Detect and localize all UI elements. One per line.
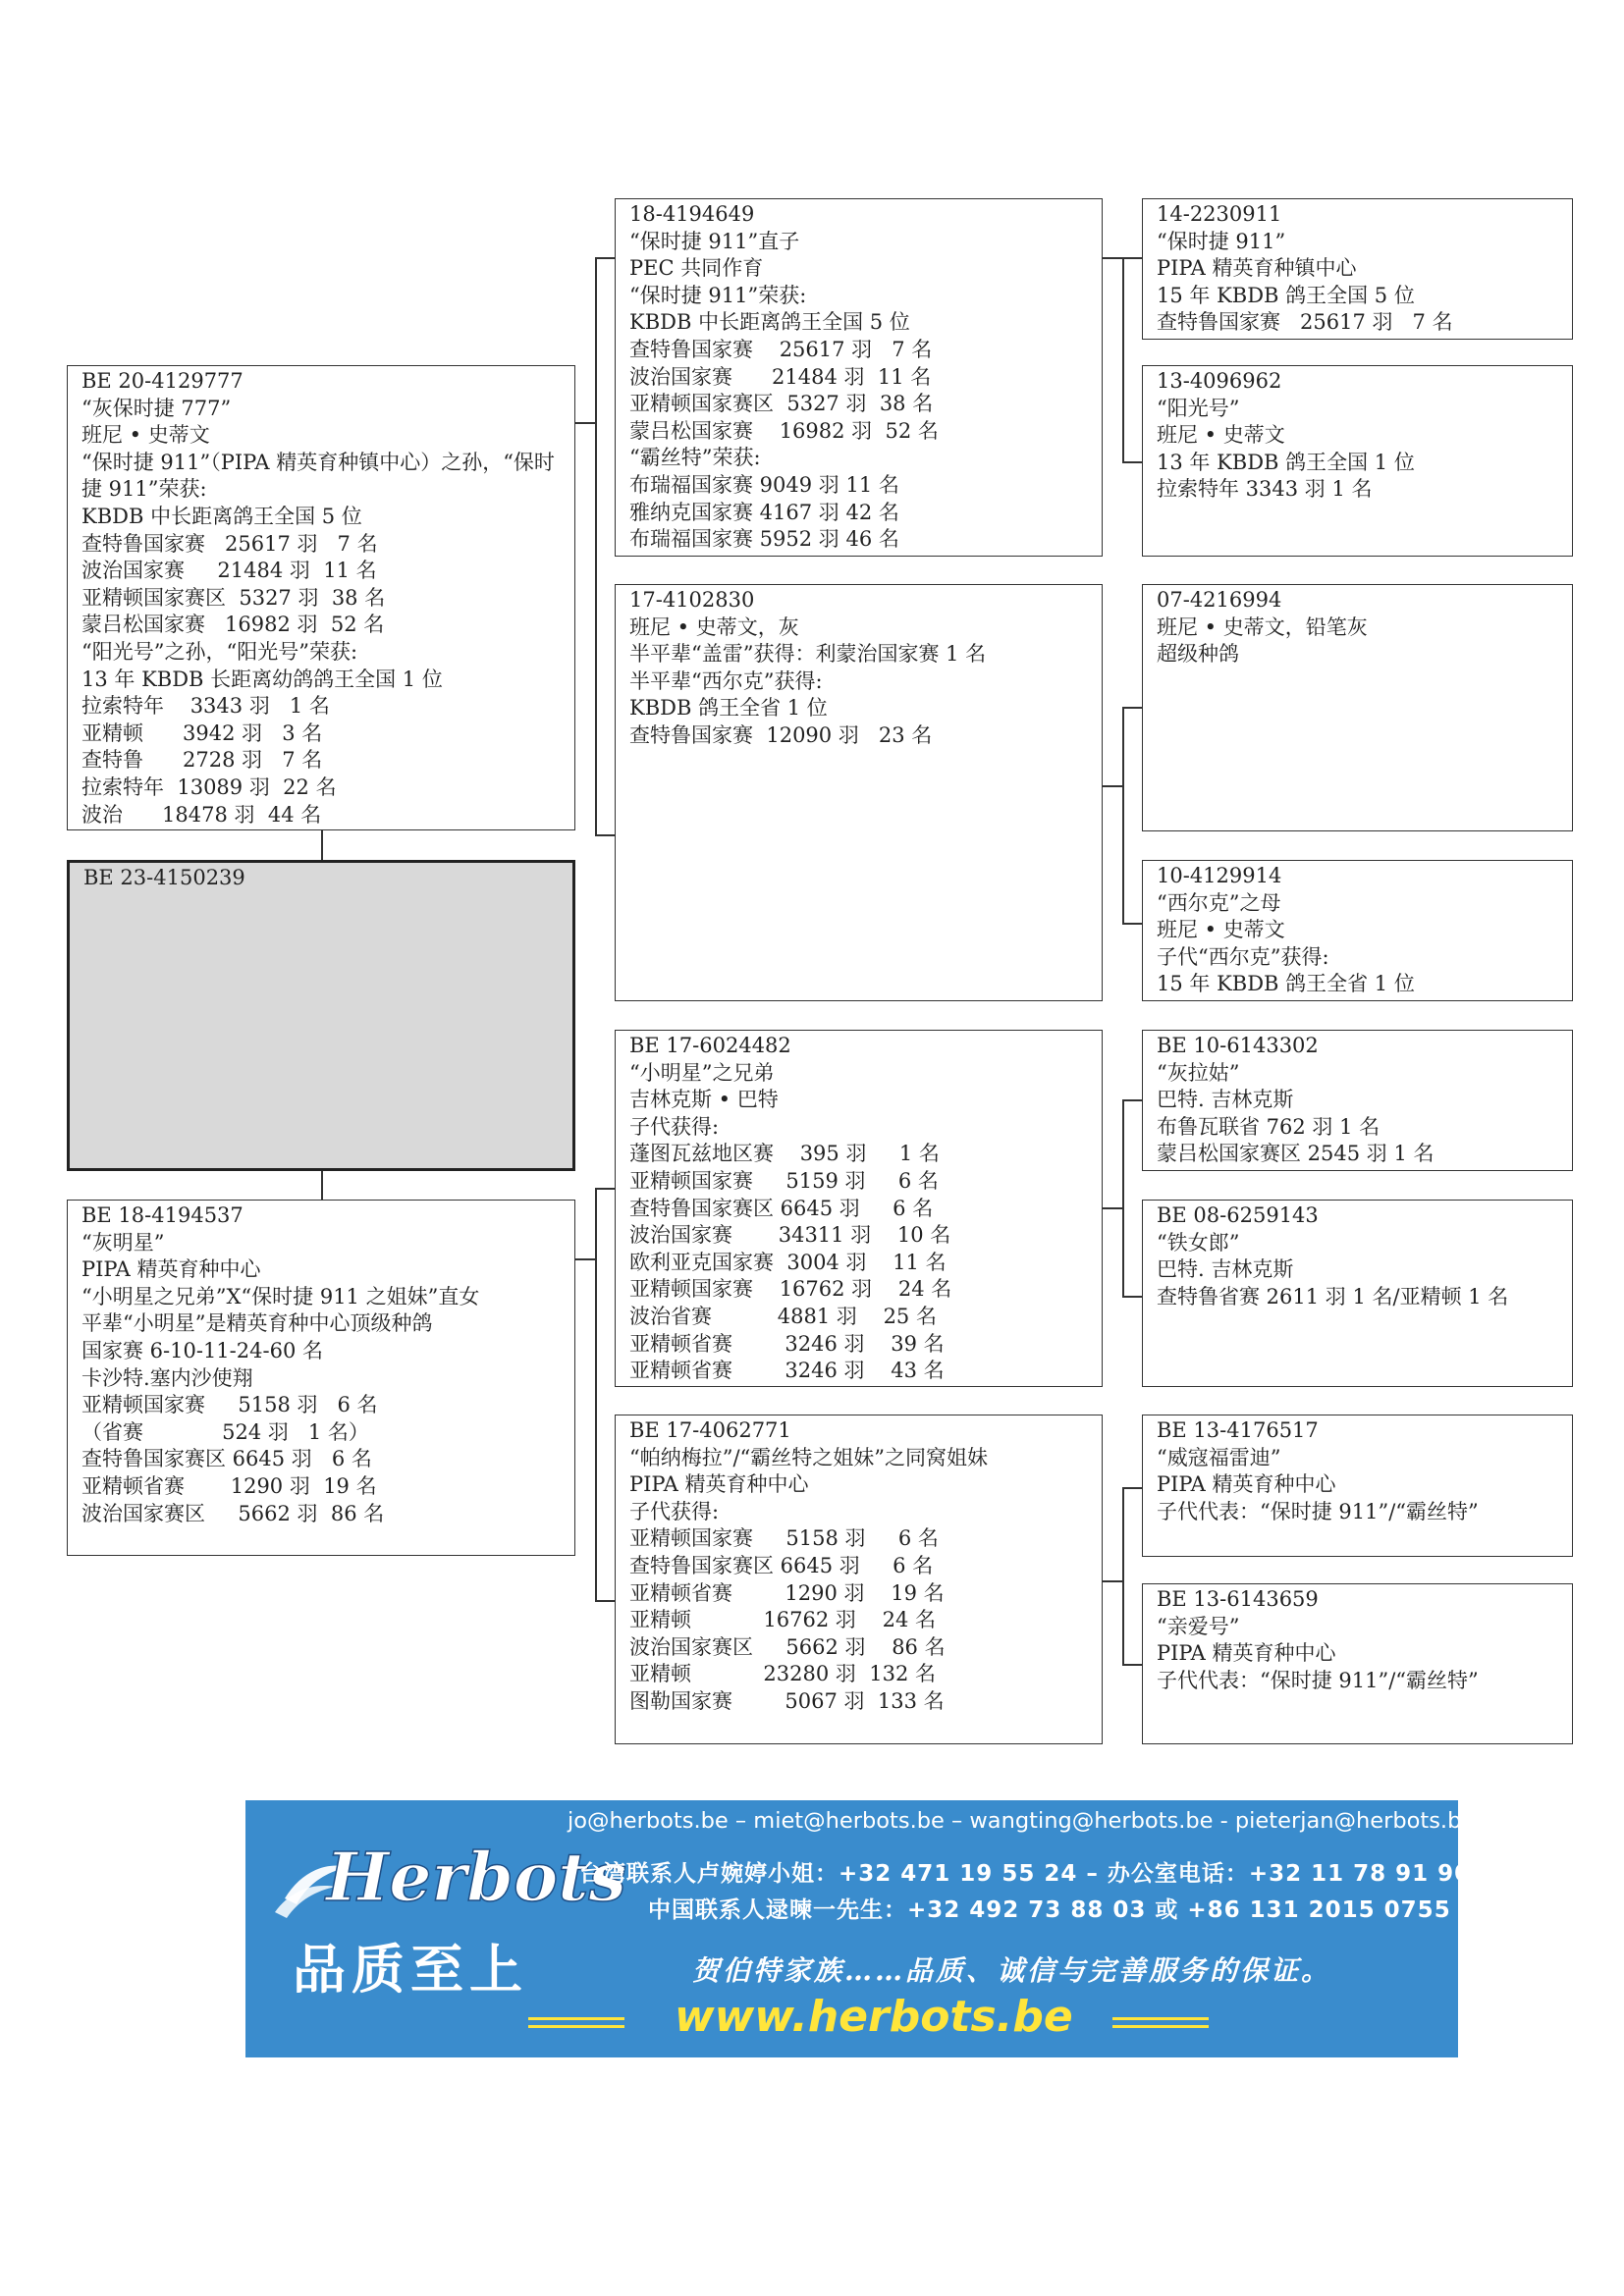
pedigree-line: 雅纳克国家赛 4167 羽 42 名 — [629, 500, 899, 524]
pedigree-line: 亚精顿省赛 1290 羽 19 名 — [81, 1473, 377, 1498]
subject-box — [67, 860, 575, 1171]
connector-line — [575, 422, 595, 424]
pedigree-line: “帕纳梅拉”/“霸丝特之姐妹”之同窝姐妹 — [629, 1445, 989, 1469]
sss-box — [1142, 198, 1573, 340]
connector-line — [1122, 707, 1142, 709]
pedigree-line: 布瑞福国家赛 5952 羽 46 名 — [629, 527, 899, 552]
pedigree-line: PIPA 精英育种镇中心 — [1157, 256, 1357, 281]
pedigree-line: 15 年 KBDB 鸽王全省 1 位 — [1157, 972, 1415, 996]
connector-line — [1103, 785, 1122, 787]
pedigree-line: 班尼 • 史蒂文 — [1157, 918, 1285, 942]
pedigree-line: “保时捷 911”直子 — [629, 229, 800, 253]
connector-line — [1122, 1664, 1142, 1666]
pedigree-line: “威寇福雷迪” — [1157, 1445, 1281, 1469]
pedigree-line: “保时捷 911”荣获: — [629, 283, 807, 307]
ddd-box — [1142, 1583, 1573, 1744]
pedigree-line: 亚精顿国家赛 5158 羽 6 名 — [629, 1526, 939, 1551]
ring-number: BE 08-6259143 — [1157, 1203, 1319, 1227]
connector-line — [1122, 461, 1142, 463]
pedigree-line: “灰保时捷 777” — [81, 396, 232, 420]
ring-number: 18-4194649 — [629, 202, 755, 226]
pedigree-line: 吉林克斯 • 巴特 — [629, 1088, 779, 1112]
pedigree-line: “保时捷 911” — [1157, 229, 1286, 253]
pedigree-line: 查特鲁国家赛区 6645 羽 6 名 — [629, 1553, 934, 1577]
ring-number: BE 13-6143659 — [1157, 1587, 1319, 1611]
dam-sire-box — [615, 1030, 1103, 1387]
pedigree-line: “亲爱号” — [1157, 1614, 1240, 1638]
sire-sire-box — [615, 198, 1103, 557]
connector-line — [321, 830, 323, 860]
ring-number: 10-4129914 — [1157, 864, 1282, 887]
connector-line — [1122, 257, 1124, 461]
pedigree-line: 查特鲁国家赛区 6645 羽 6 名 — [81, 1447, 372, 1471]
taiwan-contact: 台湾联系人卢婉婷小姐：+32 471 19 55 24 – 办公室电话：+32 11 78 91 90 — [579, 1861, 1472, 1887]
pedigree-line: “小明星之兄弟”X“保时捷 911 之姐妹”直女 — [81, 1284, 480, 1308]
sds-box — [1142, 584, 1573, 831]
tagline: 贺伯特家族……品质、诚信与完善服务的保证。 — [692, 1954, 1332, 1987]
pedigree-line: 拉索特年 13089 羽 22 名 — [81, 774, 337, 799]
svg-text:Herbots: Herbots — [326, 1839, 626, 1917]
pedigree-line: 波治国家赛 21484 羽 11 名 — [629, 364, 932, 389]
pedigree-line: 亚精顿国家赛区 5327 羽 38 名 — [81, 585, 386, 610]
connector-line — [1103, 1207, 1122, 1209]
connector-line — [1122, 1296, 1142, 1298]
pedigree-line: 图勒国家赛 5067 羽 133 名 — [629, 1688, 945, 1713]
pedigree-line: 查特鲁省赛 2611 羽 1 名/亚精顿 1 名 — [1157, 1284, 1509, 1308]
email-list[interactable]: jo@herbots.be – miet@herbots.be – wangting@herbots.be - pieterjan@herbots.be — [568, 1808, 1476, 1834]
connector-line — [595, 1188, 597, 1600]
connector-line — [1103, 257, 1122, 259]
pedigree-line: “小明星”之兄弟 — [629, 1060, 775, 1085]
pedigree-line: “西尔克”之母 — [1157, 890, 1281, 915]
ring-number: BE 17-6024482 — [629, 1034, 791, 1057]
pedigree-line: 波治国家赛 21484 羽 11 名 — [81, 559, 377, 583]
pedigree-line: 波治国家赛 34311 羽 10 名 — [629, 1223, 951, 1248]
pedigree-line: 班尼 • 史蒂文，灰 — [629, 614, 799, 639]
pedigree-line: 半平辈“西尔克”获得: — [629, 668, 823, 693]
pedigree-line: PIPA 精英育种中心 — [81, 1257, 261, 1282]
pedigree-line: “铁女郎” — [1157, 1230, 1240, 1255]
connector-line — [1122, 1099, 1142, 1101]
pedigree-line: 查特鲁国家赛 25617 羽 7 名 — [81, 531, 378, 556]
connector-line — [575, 1258, 595, 1260]
sire-box — [67, 365, 575, 830]
pedigree-line: 亚精顿国家赛 5159 羽 6 名 — [629, 1168, 939, 1193]
pedigree-line: KBDB 中长距离鸽王全国 5 位 — [81, 504, 362, 528]
dss-box — [1142, 1030, 1573, 1171]
pedigree-line: 班尼 • 史蒂文 — [1157, 423, 1285, 448]
pedigree-line: 亚精顿省赛 1290 羽 19 名 — [629, 1580, 945, 1605]
pedigree-line: “灰明星” — [81, 1230, 165, 1255]
pedigree-line: 13 年 KBDB 鸽王全国 1 位 — [1157, 450, 1415, 474]
pedigree-line: 拉索特年 3343 羽 1 名 — [1157, 477, 1373, 502]
pedigree-line: 卡沙特.塞内沙使翔 — [81, 1365, 253, 1390]
pedigree-line: 拉索特年 3343 羽 1 名 — [81, 694, 330, 719]
connector-line — [595, 1188, 615, 1190]
ring-number: 07-4216994 — [1157, 588, 1282, 612]
ring-number: BE 10-6143302 — [1157, 1034, 1319, 1057]
pedigree-line: 巴特. 吉林克斯 — [1157, 1257, 1294, 1282]
ring-number: 17-4102830 — [629, 588, 755, 612]
connector-line — [595, 257, 597, 834]
dam-box — [67, 1200, 575, 1556]
pedigree-line: 查特鲁国家赛 12090 羽 23 名 — [629, 722, 933, 747]
pedigree-line: “阳光号”之孙，“阳光号”荣获: — [81, 639, 358, 664]
pedigree-line: 亚精顿国家赛 16762 羽 24 名 — [629, 1277, 952, 1302]
pedigree-line: 亚精顿国家赛区 5327 羽 38 名 — [629, 392, 934, 416]
connector-line — [1122, 1487, 1142, 1489]
ring-number: BE 20-4129777 — [81, 369, 244, 393]
pedigree-line: 布瑞福国家赛 9049 羽 11 名 — [629, 472, 899, 497]
pedigree-line: 子代“西尔克”获得: — [1157, 944, 1329, 969]
pedigree-line: PIPA 精英育种中心 — [1157, 1472, 1336, 1497]
pedigree-line: 蒙吕松国家赛 16982 羽 52 名 — [629, 418, 939, 443]
china-contact: 中国联系人逯暕一先生：+32 492 73 88 03 或 +86 131 2015 0755 — [648, 1897, 1451, 1923]
dds-box — [1142, 1415, 1573, 1557]
pedigree-line: 布鲁瓦联省 762 羽 1 名 — [1157, 1114, 1380, 1139]
connector-line — [1122, 923, 1142, 925]
pedigree-line: 超级种鸽 — [1157, 642, 1239, 667]
pedigree-line: 班尼 • 史蒂文，铅笔灰 — [1157, 614, 1368, 639]
pedigree-line: 亚精顿 23280 羽 132 名 — [629, 1662, 937, 1686]
pedigree-line: 班尼 • 史蒂文 — [81, 423, 210, 448]
ring-number: 13-4096962 — [1157, 369, 1282, 393]
pedigree-line: 亚精顿 3942 羽 3 名 — [81, 721, 323, 745]
pedigree-line: 子代代表：“保时捷 911”/“霸丝特” — [1157, 1668, 1479, 1692]
pedigree-line: 波治国家赛区 5662 羽 86 名 — [629, 1634, 946, 1659]
connector-line — [595, 257, 615, 259]
dam-dam-box — [615, 1415, 1103, 1744]
pedigree-line: PIPA 精英育种中心 — [1157, 1641, 1336, 1666]
pedigree-line: 查特鲁国家赛区 6645 羽 6 名 — [629, 1196, 934, 1220]
ring-number: BE 17-4062771 — [629, 1418, 791, 1442]
pedigree-line: 子代代表：“保时捷 911”/“霸丝特” — [1157, 1499, 1479, 1523]
pedigree-line: 蒙吕松国家赛 16982 羽 52 名 — [81, 613, 385, 637]
pedigree-line: 13 年 KBDB 长距离幼鸽鸽王全国 1 位 — [81, 667, 443, 691]
pedigree-line: 波治国家赛区 5662 羽 86 名 — [81, 1501, 385, 1525]
ring-number: 14-2230911 — [1157, 202, 1282, 226]
sdd-box — [1142, 860, 1573, 1001]
pedigree-line: （省赛 524 羽 1 名） — [81, 1419, 369, 1444]
connector-line — [595, 1600, 615, 1602]
pedigree-line: 查特鲁国家赛 25617 羽 7 名 — [1157, 310, 1453, 335]
connector-line — [1122, 707, 1124, 923]
pedigree-line: 查特鲁 2728 羽 7 名 — [81, 748, 323, 773]
ring-number: BE 23-4150239 — [83, 866, 245, 889]
contact-banner — [245, 1800, 1476, 2057]
pedigree-line: 巴特. 吉林克斯 — [1157, 1088, 1294, 1112]
pedigree-line: KBDB 鸽王全省 1 位 — [629, 696, 828, 721]
slogan-text: 品质至上 — [293, 1938, 528, 2001]
pedigree-line: 蒙吕松国家赛区 2545 羽 1 名 — [1157, 1142, 1435, 1166]
ssd-box — [1142, 365, 1573, 557]
pedigree-line: 查特鲁国家赛 25617 羽 7 名 — [629, 337, 933, 361]
ring-number: BE 18-4194537 — [81, 1203, 244, 1227]
pedigree-line: PIPA 精英育种中心 — [629, 1472, 809, 1497]
decorative-dash-right — [1112, 2017, 1209, 2028]
sire-dam-box — [615, 584, 1103, 1001]
connector-line — [321, 1171, 323, 1200]
connector-line — [1122, 1487, 1124, 1664]
pedigree-line: “保时捷 911”（PIPA 精英育种镇中心）之孙，“保时捷 911”荣获: — [81, 450, 555, 502]
pedigree-line: 15 年 KBDB 鸽王全国 5 位 — [1157, 283, 1415, 307]
pedigree-line: 欧利亚克国家赛 3004 羽 11 名 — [629, 1250, 947, 1274]
decorative-dash-left — [528, 2017, 624, 2028]
pedigree-line: 亚精顿省赛 3246 羽 39 名 — [629, 1331, 945, 1356]
pedigree-line: 亚精顿省赛 3246 羽 43 名 — [629, 1359, 945, 1383]
herbots-logo — [267, 1822, 626, 1930]
pedigree-line: “灰拉姑” — [1157, 1060, 1240, 1085]
pedigree-line: PEC 共同作育 — [629, 256, 764, 281]
pedigree-line: 亚精顿国家赛 5158 羽 6 名 — [81, 1393, 378, 1417]
ring-number: BE 13-4176517 — [1157, 1418, 1319, 1442]
pedigree-line: “霸丝特”荣获: — [629, 446, 761, 470]
pedigree-line: 子代获得: — [629, 1114, 720, 1139]
connector-line — [1122, 1099, 1124, 1296]
pedigree-line: “阳光号” — [1157, 396, 1240, 420]
connector-line — [1122, 257, 1142, 259]
pedigree-line: 波治 18478 羽 44 名 — [81, 802, 322, 827]
pedigree-line: 波治省赛 4881 羽 25 名 — [629, 1304, 937, 1328]
website-link[interactable]: www.herbots.be — [675, 1992, 1073, 2042]
herbots-logo-graphic — [267, 1822, 626, 1930]
pedigree-line: 蓬图瓦兹地区赛 395 羽 1 名 — [629, 1142, 940, 1166]
pedigree-line: 子代获得: — [629, 1499, 720, 1523]
dsd-box — [1142, 1200, 1573, 1387]
connector-line — [1103, 1580, 1122, 1582]
pedigree-line: 平辈“小明星”是精英育种中心顶级种鸽 — [81, 1311, 433, 1336]
pedigree-line: KBDB 中长距离鸽王全国 5 位 — [629, 310, 910, 335]
connector-line — [595, 834, 615, 836]
pedigree-line: 亚精顿 16762 羽 24 名 — [629, 1608, 937, 1632]
pedigree-line: 半平辈“盖雷”获得：利蒙治国家赛 1 名 — [629, 642, 987, 667]
pedigree-line: 国家赛 6-10-11-24-60 名 — [81, 1338, 323, 1362]
